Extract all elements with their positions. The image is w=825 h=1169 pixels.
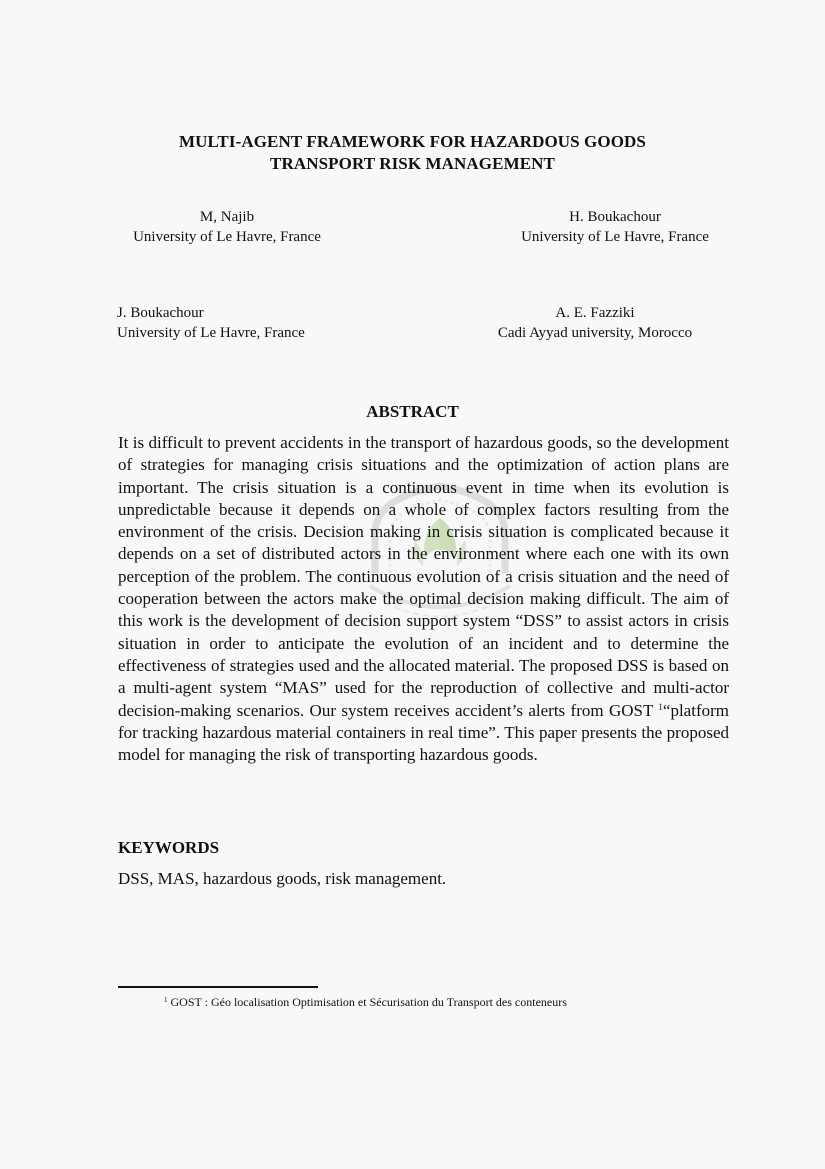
- author-block: [484, 303, 706, 343]
- author-block: [117, 303, 305, 343]
- footnote-mark: 1: [164, 996, 168, 1004]
- author-block: [509, 207, 721, 247]
- author-name: A. E. Fazziki: [555, 305, 635, 321]
- author-name: M, Najib: [199, 209, 255, 225]
- author-affiliation: University of Le Havre, France: [521, 229, 709, 245]
- keywords-text: DSS, MAS, hazardous goods, risk management.: [118, 869, 447, 888]
- abstract-text: [118, 432, 729, 766]
- footnote-text: GOST : Géo localisation Optimisation et Sécurisation du Transport des conteneurs: [170, 995, 567, 1009]
- author-block: [121, 207, 333, 247]
- footnote-separator: [118, 986, 318, 988]
- abstract-text-part-1: It is difficult to prevent accidents in the transport of hazardous goods, so the development of strategies for managing crisis situations and the optimization of action plans are important. The crisis situation is a continuous event in time when its evolution is unpredictable because it depends on a whole of complex factors resulting from the environment of the crisis. Decision making in crisis situation is complicated because it depends on a set of distributed actors in the environment where each one with its own perception of the problem. The continuous evolution of a crisis situation and the need of cooperation between the actors make the optimal decision making difficult. The aim of this work is the development of decision support system “DSS” to assist actors in crisis situation in order to anticipate the evolution of an incident and to determine the effectiveness of strategies used and the allocated material. The proposed DSS is based on a multi-agent system “MAS” used for the reproduction of collective and multi-actor decision-making scenarios. Our system receives accident’s alerts from GOST: [118, 433, 729, 720]
- paper-title-line-2: TRANSPORT RISK MANAGEMENT: [270, 154, 555, 173]
- paper-title-line-1: MULTI-AGENT FRAMEWORK FOR HAZARDOUS GOODS: [179, 132, 646, 151]
- footnote-reference[interactable]: 1: [658, 701, 663, 712]
- author-affiliation: University of Le Havre, France: [133, 229, 321, 245]
- keywords-heading: KEYWORDS: [118, 838, 220, 857]
- abstract-heading: ABSTRACT: [366, 402, 459, 421]
- author-affiliation: Cadi Ayyad university, Morocco: [497, 325, 693, 341]
- author-name: J. Boukachour: [117, 305, 204, 321]
- paper-title: [0, 131, 825, 175]
- abstract-text-part-2: “platform for tracking hazardous material containers in real time”. This paper presents the proposed model for managing the risk of transporting hazardous goods.: [118, 700, 729, 765]
- footnote: [164, 994, 567, 1010]
- author-affiliation: University of Le Havre, France: [117, 325, 305, 341]
- author-name: H. Boukachour: [569, 209, 661, 225]
